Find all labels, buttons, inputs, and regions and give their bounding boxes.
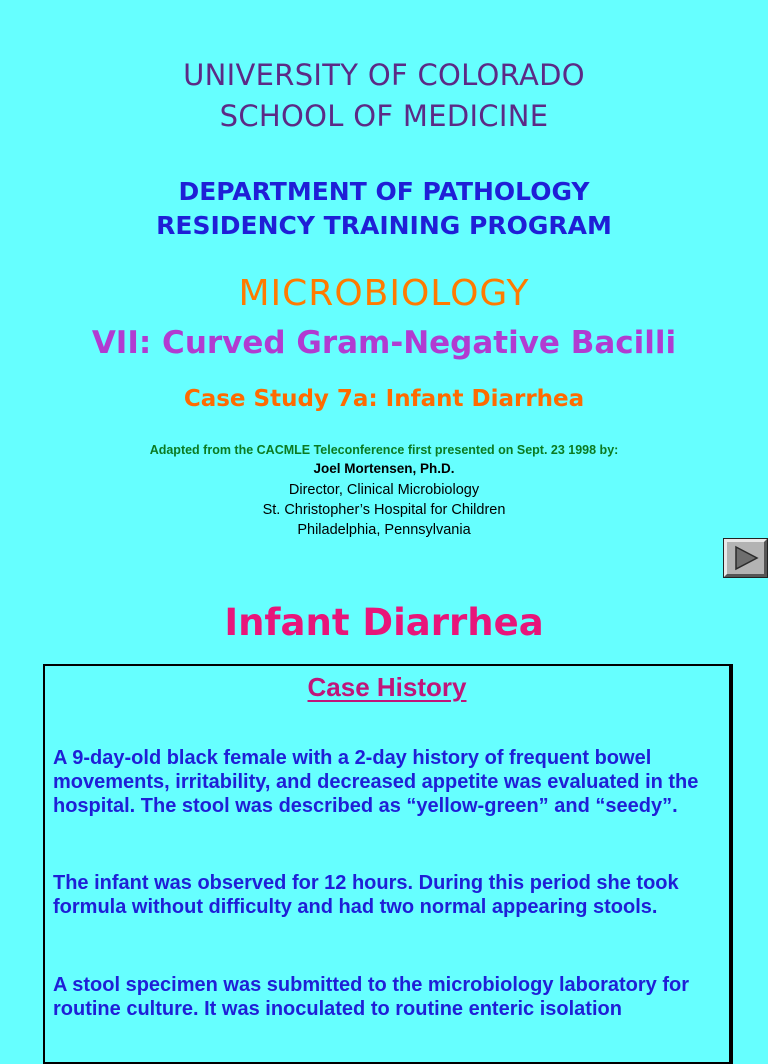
case-paragraph: A 9-day-old black female with a 2-day history of frequent bowel movements, irritability, and decreased appetite was evaluated in the hospital. The stool was described as “yellow-green” and “seedy”. bbox=[53, 747, 699, 817]
affiliation-line: St. Christopher’s Hospital for Children bbox=[262, 502, 506, 518]
university-line-1: UNIVERSITY OF COLORADO bbox=[183, 58, 585, 92]
case-history-box bbox=[43, 664, 733, 1064]
department-line-1: DEPARTMENT OF PATHOLOGY bbox=[178, 177, 590, 206]
case-history-heading: Case History bbox=[307, 672, 467, 702]
case-paragraph: The infant was observed for 12 hours. During this period she took formula without difficulty and had two normal appearing stools. bbox=[53, 872, 679, 918]
slide-title: Infant Diarrhea bbox=[224, 601, 544, 644]
play-triangle-icon bbox=[733, 545, 759, 571]
adapted-from-text: Adapted from the CACMLE Teleconference first presented on Sept. 23 1998 by: bbox=[149, 443, 619, 457]
next-slide-button[interactable] bbox=[724, 539, 767, 577]
case-study-title: Case Study 7a: Infant Diarrhea bbox=[183, 386, 585, 412]
chapter-title: VII: Curved Gram-Negative Bacilli bbox=[91, 325, 677, 361]
case-paragraph: A stool specimen was submitted to the microbiology laboratory for routine culture. It was inoculated to routine enteric isolation bbox=[53, 974, 690, 1020]
university-line-2: SCHOOL OF MEDICINE bbox=[219, 99, 549, 133]
subject-title: MICROBIOLOGY bbox=[238, 273, 530, 314]
affiliation-line: Director, Clinical Microbiology bbox=[288, 482, 480, 498]
author-name: Joel Mortensen, Ph.D. bbox=[313, 461, 455, 476]
affiliation-line: Philadelphia, Pennsylvania bbox=[297, 522, 471, 538]
department-line-2: RESIDENCY TRAINING PROGRAM bbox=[156, 211, 612, 240]
